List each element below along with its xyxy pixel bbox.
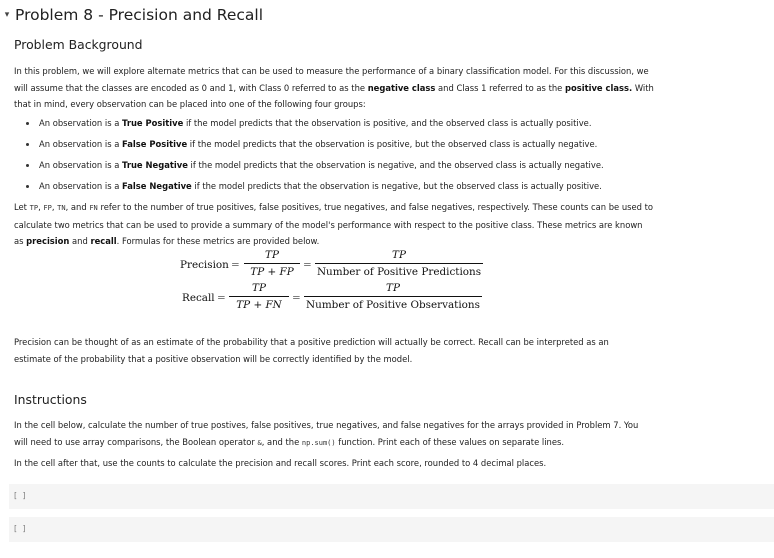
negative-class-term: negative class [367, 82, 436, 93]
code-cell[interactable] [9, 517, 774, 542]
precision-term: precision [26, 236, 70, 246]
code-cell[interactable] [9, 484, 774, 509]
recall-label: Recall [182, 292, 215, 304]
instructions-heading: Instructions [14, 392, 87, 407]
instructions-paragraph-2: In the cell after that, use the counts to calculate the precision and recall scores. Print each score, rounded to 4 decimal places. [14, 458, 547, 468]
list-item: An observation is a False Positive if the model predicts that the observation is positive, but the observed class is actually negative. [24, 136, 604, 157]
intro-paragraph: In this problem, we will explore alternate metrics that can be used to measure the performance of a binary classification model. For this discussion, we will assume that the classes are encoded as 0 and 1, with Class 0 referred to as the negative class and Class 1 referred to as the positive class. With that in mind, every observation can be placed into one of the following four groups: [14, 66, 654, 109]
recall-fraction-2: TP Number of Positive Observations [304, 281, 482, 312]
list-item: An observation is a False Negative if the model predicts that the observation is negative, but the observed class is actually positive. [24, 178, 604, 199]
recall-fraction-1: TP TP + FN [229, 281, 289, 312]
background-heading: Problem Background [14, 37, 143, 52]
positive-class-term: positive class. [564, 82, 633, 93]
precision-fraction-2: TP Number of Positive Predictions [316, 249, 482, 278]
list-item: An observation is a True Positive if the model predicts that the observation is positive, and the observed class is actually positive. [24, 115, 604, 136]
group-list [24, 115, 604, 199]
precision-fraction-1: TP TP + FP [244, 248, 300, 279]
cell-prompt: [ ] [13, 524, 27, 533]
closing-paragraph: Precision can be thought of as an estimate of the probability that a positive prediction will actually be correct. Recall can be interpreted as an estimate of the probability that a positive observation will be correctly identified by the model. [14, 337, 609, 364]
page-title: Problem 8 - Precision and Recall [15, 6, 264, 24]
section-header[interactable] [0, 4, 263, 26]
formula-block: Precision = TP TP + FP = TP Number of Positive Predictions Recall = TP TP + FN = TP Number of Positive Observations [180, 249, 482, 311]
cell-prompt: [ ] [13, 491, 27, 500]
precision-label: Precision [180, 259, 229, 271]
list-item: An observation is a True Negative if the model predicts that the observation is negative, and the observed class is actually negative. [24, 157, 604, 178]
recall-term: recall [90, 236, 117, 246]
instructions-paragraph-1: In the cell below, calculate the number of true postives, false positives, true negatives, and false negatives for the arrays provided in Problem 7. You will need to use array comparisons, the Boolean operator &, and the np.sum() function. Print each of these values on separate lines. [14, 420, 639, 447]
chevron-down-icon[interactable]: ▾ [4, 10, 10, 20]
counts-paragraph: Let TP, FP, TN, and FN refer to the number of true positives, false positives, true negatives, and false negatives, respectively. These counts can be used to calculate two metrics that can be used to provide a summary of the model's performance with respect to the positive class. These metrics are known as precision and recall. Formulas for these metrics are provided below. [14, 202, 654, 246]
